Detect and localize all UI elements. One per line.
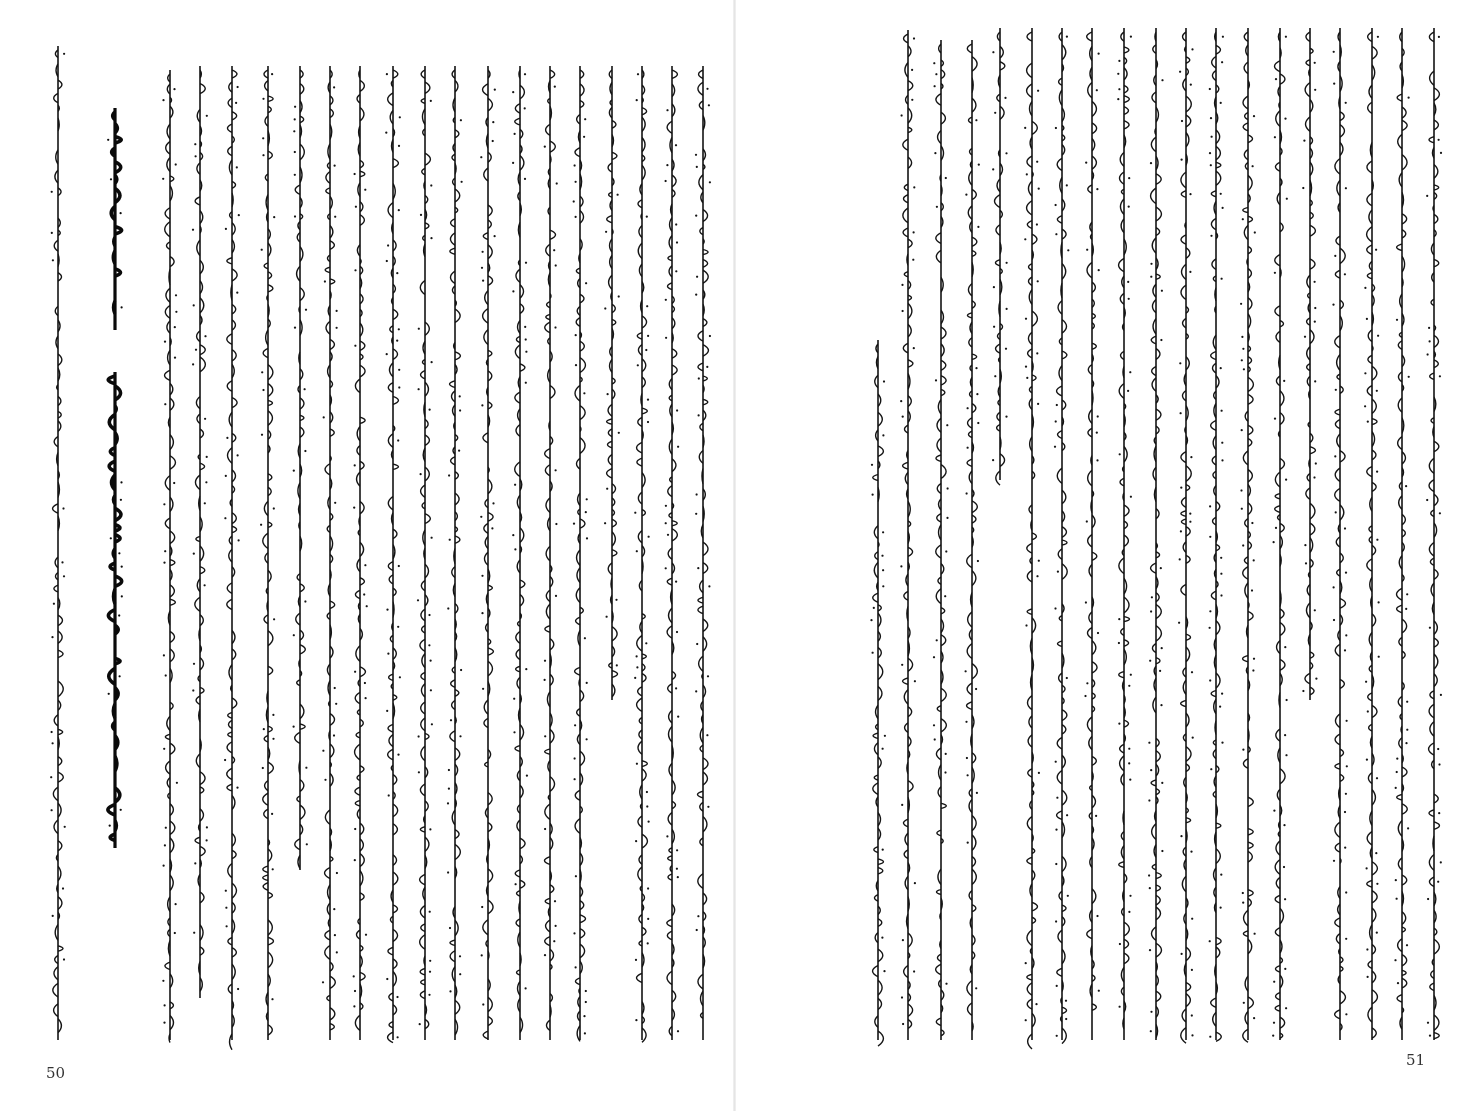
text-column-right-12 xyxy=(1209,28,1225,1041)
left-page-text-columns xyxy=(0,0,735,1111)
text-column-left-9 xyxy=(417,66,433,1040)
title-column-segment-a xyxy=(107,108,123,330)
text-column-right-8 xyxy=(1084,28,1100,1040)
text-column-right-11 xyxy=(1178,28,1194,1043)
text-column-left-2 xyxy=(192,66,208,998)
text-column-right-19 xyxy=(1426,28,1442,1040)
text-column-right-4 xyxy=(965,40,980,1040)
text-column-right-17 xyxy=(1364,28,1380,1040)
text-column-left-14 xyxy=(573,66,589,1041)
text-column-left-1 xyxy=(162,70,178,1043)
title-column-segment-b xyxy=(108,372,123,848)
text-column-left-7 xyxy=(353,66,368,1040)
text-column-right-13 xyxy=(1240,28,1256,1042)
right-page-text-columns xyxy=(736,0,1471,1111)
text-column-right-7 xyxy=(1054,28,1070,1044)
text-column-right-15 xyxy=(1302,28,1317,700)
text-column-left-12 xyxy=(512,66,528,1040)
text-column-left-15 xyxy=(604,66,620,700)
text-column-right-1 xyxy=(870,340,886,1046)
left-page-number: 50 xyxy=(46,1064,66,1082)
text-column-left-11 xyxy=(480,66,496,1040)
text-column-left-3 xyxy=(224,66,240,1050)
right-page xyxy=(736,0,1471,1111)
text-column-left-4 xyxy=(260,66,275,1040)
right-page-number: 51 xyxy=(1406,1051,1426,1069)
text-column-right-10 xyxy=(1148,28,1164,1040)
text-column-left-last xyxy=(50,46,66,1040)
text-column-right-9 xyxy=(1117,28,1132,1040)
text-column-left-6 xyxy=(322,66,338,1040)
text-column-left-10 xyxy=(447,66,463,1040)
text-column-right-3 xyxy=(933,40,949,1040)
text-column-left-8 xyxy=(385,66,401,1043)
text-column-right-16 xyxy=(1332,28,1348,1040)
text-column-left-17 xyxy=(665,66,680,1040)
left-page xyxy=(0,0,735,1111)
text-column-right-18 xyxy=(1394,28,1409,1040)
text-column-right-14 xyxy=(1272,28,1288,1040)
text-column-left-16 xyxy=(634,66,650,1042)
text-column-right-5 xyxy=(992,28,1008,485)
text-column-left-5 xyxy=(293,66,308,870)
text-column-left-13 xyxy=(544,66,558,1040)
text-column-right-2 xyxy=(900,30,916,1040)
text-column-right-6 xyxy=(1024,28,1040,1049)
text-column-left-18 xyxy=(695,66,711,1040)
